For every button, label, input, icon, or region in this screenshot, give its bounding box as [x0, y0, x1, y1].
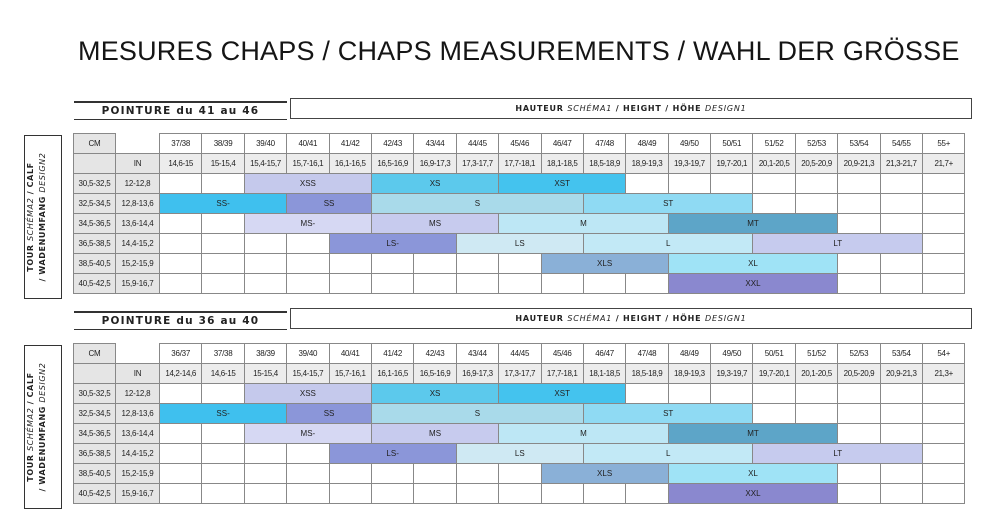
size-bar-xls: XLS [541, 254, 668, 274]
empty-cell [287, 274, 329, 294]
table-row [74, 174, 965, 194]
height-size-cell: 53/54 [838, 134, 880, 154]
calf-cm-cell: 34,5-36,5 [74, 214, 116, 234]
height-inches-cell: 16,9-17,3 [456, 364, 498, 384]
empty-cell [414, 254, 456, 274]
calf-cm-cell: 40,5-42,5 [74, 484, 116, 504]
empty-cell [160, 464, 202, 484]
size-bar-mt: MT [668, 424, 838, 444]
height-inches-cell: 14,6-15 [202, 364, 244, 384]
empty-cell [923, 464, 965, 484]
calf-cm-cell: 40,5-42,5 [74, 274, 116, 294]
empty-cell [880, 254, 922, 274]
calf-cm-cell: 36,5-38,5 [74, 234, 116, 254]
height-size-cell: 49/50 [711, 344, 753, 364]
empty-cell [880, 464, 922, 484]
height-size-cell: 45/46 [499, 134, 541, 154]
shoe-size-range-label: POINTURE du 41 au 46 [74, 101, 287, 120]
calf-in-cell: 15,9-16,7 [116, 274, 160, 294]
height-size-cell: 38/39 [202, 134, 244, 154]
height-size-cell: 42/43 [371, 134, 413, 154]
size-bar-m: M [499, 424, 669, 444]
side-label-part: TOUR [26, 451, 35, 482]
height-header-text-2: / HEIGHT / HÖHE [612, 314, 706, 323]
calf-side-label-text [25, 346, 61, 508]
empty-cell [795, 384, 837, 404]
empty-cell [287, 484, 329, 504]
empty-cell [456, 274, 498, 294]
size-bar-ms-minus: MS- [244, 424, 371, 444]
empty-cell [160, 174, 202, 194]
table-row [74, 234, 965, 254]
empty-cell [541, 484, 583, 504]
empty-cell [116, 134, 160, 154]
table-row [74, 274, 965, 294]
size-bar-xl: XL [668, 464, 838, 484]
calf-cm-cell: 32,5-34,5 [74, 404, 116, 424]
height-header-text: HAUTEUR [515, 104, 568, 113]
size-bar-s: S [371, 404, 583, 424]
empty-cell [160, 424, 202, 444]
empty-cell [371, 464, 413, 484]
size-section-41-46 [22, 101, 972, 301]
height-header [290, 308, 972, 329]
side-label-part: / WADENUMFANG [38, 402, 47, 492]
size-bar-xss: XSS [244, 174, 371, 194]
empty-cell [626, 384, 668, 404]
in-header: IN [116, 154, 160, 174]
empty-cell [626, 174, 668, 194]
height-size-cell: 52/53 [795, 134, 837, 154]
height-inches-cell: 20,5-20,9 [838, 364, 880, 384]
calf-side-label [24, 345, 62, 509]
calf-in-cell: 12,8-13,6 [116, 194, 160, 214]
empty-cell [160, 384, 202, 404]
table-row [74, 484, 965, 504]
height-size-cell: 47/48 [583, 134, 625, 154]
height-inches-cell: 17,7-18,1 [541, 364, 583, 384]
size-bar-ms: MS [371, 214, 498, 234]
empty-cell [202, 384, 244, 404]
size-bar-ss-minus: SS- [160, 404, 287, 424]
empty-cell [160, 234, 202, 254]
table-row [74, 384, 965, 404]
size-bar-lt: LT [753, 234, 923, 254]
height-size-cell: 38/39 [244, 344, 286, 364]
height-size-cell: 53/54 [880, 344, 922, 364]
calf-cm-cell: 38,5-40,5 [74, 464, 116, 484]
empty-cell [923, 194, 965, 214]
height-size-cell: 51/52 [753, 134, 795, 154]
shoe-size-range-label: POINTURE du 36 au 40 [74, 311, 287, 330]
height-size-cell: 46/47 [583, 344, 625, 364]
height-size-cell: 55+ [923, 134, 965, 154]
height-size-cell: 54/55 [880, 134, 922, 154]
size-table [73, 133, 965, 294]
side-label-part: DESIGN2 [38, 362, 47, 403]
calf-in-cell: 12,8-13,6 [116, 404, 160, 424]
empty-cell [160, 444, 202, 464]
height-inches-cell: 15,4-15,7 [287, 364, 329, 384]
calf-cm-cell: 34,5-36,5 [74, 424, 116, 444]
empty-cell [838, 384, 880, 404]
calf-in-cell: 12-12,8 [116, 384, 160, 404]
size-bar-xst: XST [499, 384, 626, 404]
height-size-cell: 46/47 [541, 134, 583, 154]
size-bar-ss: SS [287, 194, 372, 214]
height-size-cell: 50/51 [753, 344, 795, 364]
empty-cell [202, 234, 244, 254]
table-row [74, 214, 965, 234]
empty-cell [838, 194, 880, 214]
height-inches-cell: 20,9-21,3 [880, 364, 922, 384]
empty-cell [880, 424, 922, 444]
calf-cm-cell: 30,5-32,5 [74, 384, 116, 404]
size-bar-ls: LS [456, 234, 583, 254]
empty-cell [923, 404, 965, 424]
size-bar-xs: XS [371, 174, 498, 194]
empty-cell [838, 274, 880, 294]
size-bar-xxl: XXL [668, 484, 838, 504]
height-inches-cell: 15,7-16,1 [287, 154, 329, 174]
size-bar-lt: LT [753, 444, 923, 464]
empty-cell [160, 214, 202, 234]
empty-cell [202, 424, 244, 444]
size-bar-l: L [583, 444, 753, 464]
calf-in-cell: 15,2-15,9 [116, 464, 160, 484]
height-inches-cell: 15,4-15,7 [244, 154, 286, 174]
size-bar-ls-minus: LS- [329, 444, 456, 464]
height-inches-row [74, 364, 965, 384]
height-size-cell: 39/40 [287, 344, 329, 364]
calf-in-cell: 15,9-16,7 [116, 484, 160, 504]
height-header-design: DESIGN1 [705, 104, 747, 113]
empty-cell [202, 444, 244, 464]
side-label-part: SCHÉMA2 [26, 197, 35, 242]
empty-cell [880, 194, 922, 214]
empty-cell [202, 484, 244, 504]
empty-cell [838, 484, 880, 504]
side-label-part: / WADENUMFANG [38, 192, 47, 282]
height-inches-cell: 18,1-18,5 [583, 364, 625, 384]
calf-in-cell: 15,2-15,9 [116, 254, 160, 274]
empty-cell [202, 464, 244, 484]
empty-cell [371, 484, 413, 504]
size-bar-ms: MS [371, 424, 498, 444]
empty-cell [923, 384, 965, 404]
empty-cell [541, 274, 583, 294]
calf-in-cell: 12-12,8 [116, 174, 160, 194]
cm-header: CM [74, 344, 116, 364]
empty-cell [329, 254, 371, 274]
empty-cell [160, 254, 202, 274]
height-inches-cell: 19,3-19,7 [668, 154, 710, 174]
empty-cell [923, 424, 965, 444]
table-row [74, 194, 965, 214]
empty-cell [456, 484, 498, 504]
empty-cell [880, 174, 922, 194]
height-inches-cell: 15,7-16,1 [329, 364, 371, 384]
table-row [74, 254, 965, 274]
empty-cell [753, 194, 795, 214]
height-size-cell: 42/43 [414, 344, 456, 364]
empty-cell [160, 274, 202, 294]
height-inches-cell: 18,9-19,3 [626, 154, 668, 174]
empty-cell [626, 274, 668, 294]
calf-in-cell: 13,6-14,4 [116, 424, 160, 444]
table-row [74, 424, 965, 444]
height-size-cell: 49/50 [668, 134, 710, 154]
height-header-text: HAUTEUR [515, 314, 568, 323]
empty-cell [244, 464, 286, 484]
height-header-text-2: / HEIGHT / HÖHE [612, 104, 706, 113]
height-size-cell: 44/45 [456, 134, 498, 154]
empty-cell [244, 234, 286, 254]
height-size-cell: 51/52 [795, 344, 837, 364]
size-bar-mt: MT [668, 214, 838, 234]
empty-cell [414, 484, 456, 504]
size-bar-st: ST [583, 404, 753, 424]
size-bar-m: M [499, 214, 669, 234]
size-bar-xxl: XXL [668, 274, 838, 294]
height-inches-cell: 20,9-21,3 [838, 154, 880, 174]
calf-cm-cell: 32,5-34,5 [74, 194, 116, 214]
empty-cell [160, 484, 202, 504]
height-inches-cell: 14,2-14,6 [160, 364, 202, 384]
height-inches-cell: 18,5-18,9 [626, 364, 668, 384]
empty-cell [838, 404, 880, 424]
empty-cell [753, 404, 795, 424]
empty-cell [880, 484, 922, 504]
empty-cell [499, 484, 541, 504]
size-bar-st: ST [583, 194, 753, 214]
height-inches-cell: 19,7-20,1 [711, 154, 753, 174]
empty-cell [202, 214, 244, 234]
empty-cell [838, 254, 880, 274]
height-header [290, 98, 972, 119]
height-size-cell: 41/42 [371, 344, 413, 364]
empty-cell [244, 254, 286, 274]
size-bar-xls: XLS [541, 464, 668, 484]
empty-cell [499, 254, 541, 274]
empty-cell [923, 234, 965, 254]
empty-cell [499, 274, 541, 294]
height-size-cell: 39/40 [244, 134, 286, 154]
height-header-row [74, 134, 965, 154]
height-size-cell: 37/38 [160, 134, 202, 154]
empty-cell [414, 274, 456, 294]
height-inches-cell: 18,1-18,5 [541, 154, 583, 174]
empty-cell [668, 384, 710, 404]
empty-cell [923, 274, 965, 294]
empty-cell [583, 484, 625, 504]
height-inches-cell: 16,9-17,3 [414, 154, 456, 174]
table-row [74, 404, 965, 424]
empty-cell [711, 174, 753, 194]
size-bar-l: L [583, 234, 753, 254]
height-inches-cell: 20,5-20,9 [795, 154, 837, 174]
empty-cell [329, 274, 371, 294]
empty-cell [202, 254, 244, 274]
empty-cell [244, 484, 286, 504]
size-bar-ls-minus: LS- [329, 234, 456, 254]
empty-cell [456, 254, 498, 274]
empty-cell [329, 464, 371, 484]
side-label-part: / CALF [26, 372, 35, 408]
side-label-part: SCHÉMA2 [26, 407, 35, 452]
height-size-cell: 41/42 [329, 134, 371, 154]
height-inches-row [74, 154, 965, 174]
in-header: IN [116, 364, 160, 384]
empty-cell [838, 464, 880, 484]
height-size-cell: 52/53 [838, 344, 880, 364]
empty-cell [287, 234, 329, 254]
height-inches-cell: 16,5-16,9 [414, 364, 456, 384]
table-row [74, 464, 965, 484]
empty-cell [371, 274, 413, 294]
empty-cell [923, 254, 965, 274]
height-inches-cell: 18,9-19,3 [668, 364, 710, 384]
calf-in-cell: 14,4-15,2 [116, 234, 160, 254]
height-inches-cell: 21,3+ [923, 364, 965, 384]
side-label-part: DESIGN2 [38, 152, 47, 193]
table-row [74, 444, 965, 464]
calf-cm-cell: 38,5-40,5 [74, 254, 116, 274]
empty-cell [838, 424, 880, 444]
height-size-cell: 45/46 [541, 344, 583, 364]
empty-cell [287, 254, 329, 274]
empty-cell [414, 464, 456, 484]
empty-cell [287, 464, 329, 484]
empty-cell [795, 194, 837, 214]
size-bar-ss: SS [287, 404, 372, 424]
empty-cell [74, 154, 116, 174]
height-size-cell: 47/48 [626, 344, 668, 364]
empty-cell [880, 274, 922, 294]
height-size-cell: 44/45 [499, 344, 541, 364]
calf-in-cell: 13,6-14,4 [116, 214, 160, 234]
empty-cell [244, 444, 286, 464]
height-header-design: DESIGN1 [705, 314, 747, 323]
height-size-cell: 43/44 [456, 344, 498, 364]
calf-cm-cell: 30,5-32,5 [74, 174, 116, 194]
height-inches-cell: 15-15,4 [244, 364, 286, 384]
calf-in-cell: 14,4-15,2 [116, 444, 160, 464]
empty-cell [499, 464, 541, 484]
cm-header: CM [74, 134, 116, 154]
height-inches-cell: 15-15,4 [202, 154, 244, 174]
height-header-schema: SCHÉMA1 [567, 314, 613, 323]
height-inches-cell: 14,6-15 [160, 154, 202, 174]
empty-cell [668, 174, 710, 194]
empty-cell [116, 344, 160, 364]
empty-cell [456, 464, 498, 484]
height-inches-cell: 18,5-18,9 [583, 154, 625, 174]
empty-cell [287, 444, 329, 464]
side-label-part: TOUR [26, 241, 35, 272]
height-inches-cell: 19,3-19,7 [711, 364, 753, 384]
height-size-cell: 40/41 [329, 344, 371, 364]
empty-cell [795, 174, 837, 194]
height-inches-cell: 21,7+ [923, 154, 965, 174]
empty-cell [923, 174, 965, 194]
empty-cell [202, 174, 244, 194]
calf-cm-cell: 36,5-38,5 [74, 444, 116, 464]
calf-side-label [24, 135, 62, 299]
height-inches-cell: 21,3-21,7 [880, 154, 922, 174]
empty-cell [838, 214, 880, 234]
empty-cell [753, 384, 795, 404]
size-bar-xl: XL [668, 254, 838, 274]
height-inches-cell: 20,1-20,5 [795, 364, 837, 384]
height-inches-cell: 17,3-17,7 [456, 154, 498, 174]
height-inches-cell: 16,1-16,5 [371, 364, 413, 384]
size-bar-ss-minus: SS- [160, 194, 287, 214]
empty-cell [923, 444, 965, 464]
empty-cell [626, 484, 668, 504]
side-label-part: / CALF [26, 162, 35, 198]
empty-cell [329, 484, 371, 504]
size-bar-s: S [371, 194, 583, 214]
height-inches-cell: 17,7-18,1 [499, 154, 541, 174]
empty-cell [244, 274, 286, 294]
empty-cell [74, 364, 116, 384]
size-bar-xst: XST [499, 174, 626, 194]
empty-cell [923, 214, 965, 234]
size-section-36-40 [22, 311, 972, 511]
height-size-cell: 50/51 [711, 134, 753, 154]
height-inches-cell: 17,3-17,7 [499, 364, 541, 384]
empty-cell [753, 174, 795, 194]
height-inches-cell: 19,7-20,1 [753, 364, 795, 384]
page-title: MESURES CHAPS / CHAPS MEASUREMENTS / WAHL DER GRÖSSE [78, 36, 960, 66]
empty-cell [923, 484, 965, 504]
height-inches-cell: 20,1-20,5 [753, 154, 795, 174]
height-size-cell: 37/38 [202, 344, 244, 364]
empty-cell [838, 174, 880, 194]
height-size-cell: 43/44 [414, 134, 456, 154]
height-inches-cell: 16,1-16,5 [329, 154, 371, 174]
height-size-cell: 48/49 [668, 344, 710, 364]
empty-cell [202, 274, 244, 294]
height-size-cell: 40/41 [287, 134, 329, 154]
empty-cell [880, 214, 922, 234]
empty-cell [371, 254, 413, 274]
empty-cell [711, 384, 753, 404]
empty-cell [583, 274, 625, 294]
height-size-cell: 36/37 [160, 344, 202, 364]
height-header-row [74, 344, 965, 364]
calf-side-label-text [25, 136, 61, 298]
height-header-schema: SCHÉMA1 [567, 104, 613, 113]
height-size-cell: 54+ [923, 344, 965, 364]
size-bar-xss: XSS [244, 384, 371, 404]
empty-cell [795, 404, 837, 424]
height-inches-cell: 16,5-16,9 [371, 154, 413, 174]
empty-cell [880, 384, 922, 404]
size-bar-ms-minus: MS- [244, 214, 371, 234]
empty-cell [880, 404, 922, 424]
size-bar-xs: XS [371, 384, 498, 404]
size-bar-ls: LS [456, 444, 583, 464]
size-table [73, 343, 965, 504]
height-size-cell: 48/49 [626, 134, 668, 154]
